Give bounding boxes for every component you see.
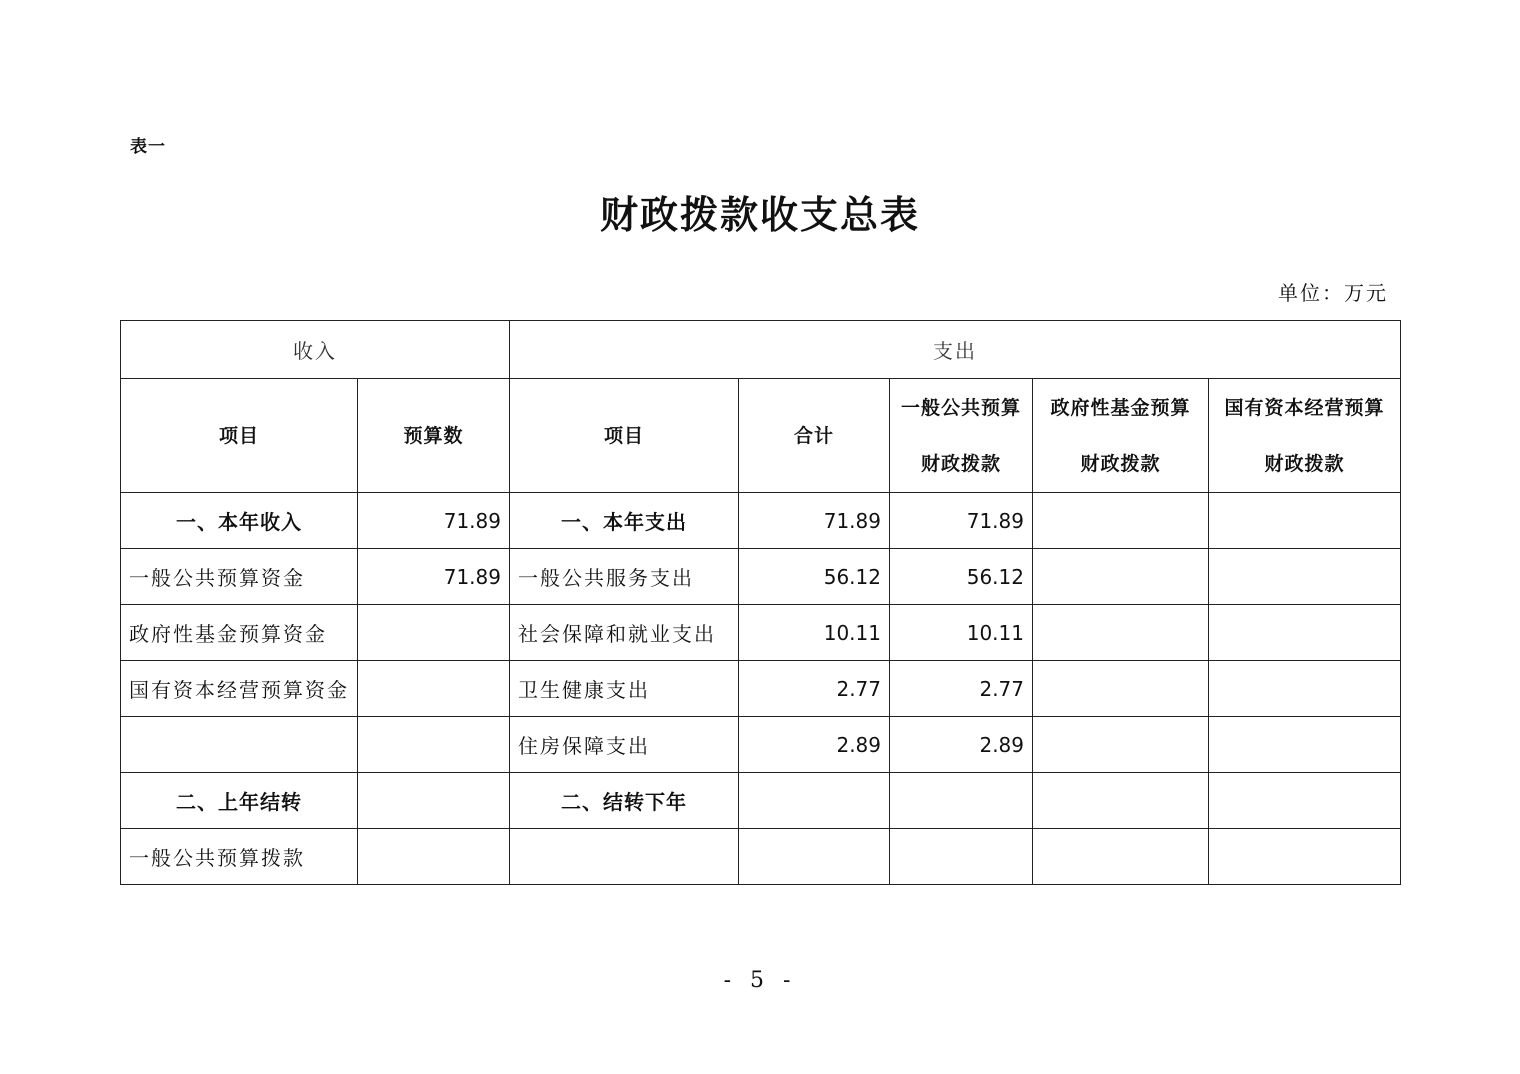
fund-cell xyxy=(1033,829,1209,885)
table-row xyxy=(121,717,1401,773)
expense-item-cell: 二、结转下年 xyxy=(510,773,739,829)
unit-label: 单位：万元 xyxy=(1278,281,1388,305)
col-header-total: 合计 xyxy=(739,379,890,493)
general-cell xyxy=(890,829,1033,885)
expense-item-cell: 卫生健康支出 xyxy=(510,661,739,717)
state-capital-cell xyxy=(1209,605,1401,661)
table-number: 表一 xyxy=(130,137,166,157)
fund-cell xyxy=(1033,717,1209,773)
fund-cell xyxy=(1033,549,1209,605)
income-item-cell: 一般公共预算拨款 xyxy=(121,829,358,885)
income-group-header: 收入 xyxy=(121,321,510,379)
income-item-cell xyxy=(121,717,358,773)
general-cell: 71.89 xyxy=(890,493,1033,549)
col-header-expense-item: 项目 xyxy=(510,379,739,493)
expense-item-cell: 一般公共服务支出 xyxy=(510,549,739,605)
page-title: 财政拨款收支总表 xyxy=(599,192,920,237)
fund-cell xyxy=(1033,493,1209,549)
income-item-cell: 一般公共预算资金 xyxy=(121,549,358,605)
state-capital-cell xyxy=(1209,549,1401,605)
table-row xyxy=(121,605,1401,661)
income-budget-cell xyxy=(358,717,510,773)
income-budget-cell xyxy=(358,829,510,885)
income-item-cell: 政府性基金预算资金 xyxy=(121,605,358,661)
income-budget-cell: 71.89 xyxy=(358,493,510,549)
general-cell: 10.11 xyxy=(890,605,1033,661)
fiscal-summary-table xyxy=(120,320,1401,885)
expense-item-cell xyxy=(510,829,739,885)
income-budget-cell xyxy=(358,661,510,717)
state-capital-cell xyxy=(1209,717,1401,773)
income-budget-cell xyxy=(358,773,510,829)
table-row xyxy=(121,773,1401,829)
general-cell: 2.77 xyxy=(890,661,1033,717)
income-budget-cell: 71.89 xyxy=(358,549,510,605)
state-capital-cell xyxy=(1209,661,1401,717)
col-header-state-capital: 国有资本经营预算财政拨款 xyxy=(1209,379,1401,493)
group-header-row xyxy=(121,321,1401,379)
total-cell: 71.89 xyxy=(739,493,890,549)
total-cell xyxy=(739,773,890,829)
total-cell: 56.12 xyxy=(739,549,890,605)
table-row xyxy=(121,829,1401,885)
income-item-cell: 一、本年收入 xyxy=(121,493,358,549)
expense-item-cell: 一、本年支出 xyxy=(510,493,739,549)
state-capital-cell xyxy=(1209,773,1401,829)
table-row xyxy=(121,549,1401,605)
table-row xyxy=(121,661,1401,717)
fund-cell xyxy=(1033,773,1209,829)
fund-cell xyxy=(1033,605,1209,661)
fund-cell xyxy=(1033,661,1209,717)
total-cell xyxy=(739,829,890,885)
total-cell: 2.89 xyxy=(739,717,890,773)
general-cell xyxy=(890,773,1033,829)
column-header-row xyxy=(121,379,1401,493)
total-cell: 10.11 xyxy=(739,605,890,661)
total-cell: 2.77 xyxy=(739,661,890,717)
expense-group-header: 支出 xyxy=(510,321,1401,379)
col-header-fund: 政府性基金预算财政拨款 xyxy=(1033,379,1209,493)
expense-item-cell: 社会保障和就业支出 xyxy=(510,605,739,661)
table-row xyxy=(121,493,1401,549)
col-header-income-budget: 预算数 xyxy=(358,379,510,493)
general-cell: 2.89 xyxy=(890,717,1033,773)
income-item-cell: 二、上年结转 xyxy=(121,773,358,829)
col-header-general: 一般公共预算财政拨款 xyxy=(890,379,1033,493)
col-header-income-item: 项目 xyxy=(121,379,358,493)
expense-item-cell: 住房保障支出 xyxy=(510,717,739,773)
general-cell: 56.12 xyxy=(890,549,1033,605)
state-capital-cell xyxy=(1209,829,1401,885)
state-capital-cell xyxy=(1209,493,1401,549)
income-budget-cell xyxy=(358,605,510,661)
income-item-cell: 国有资本经营预算资金 xyxy=(121,661,358,717)
page-number: - 5 - xyxy=(723,968,797,993)
